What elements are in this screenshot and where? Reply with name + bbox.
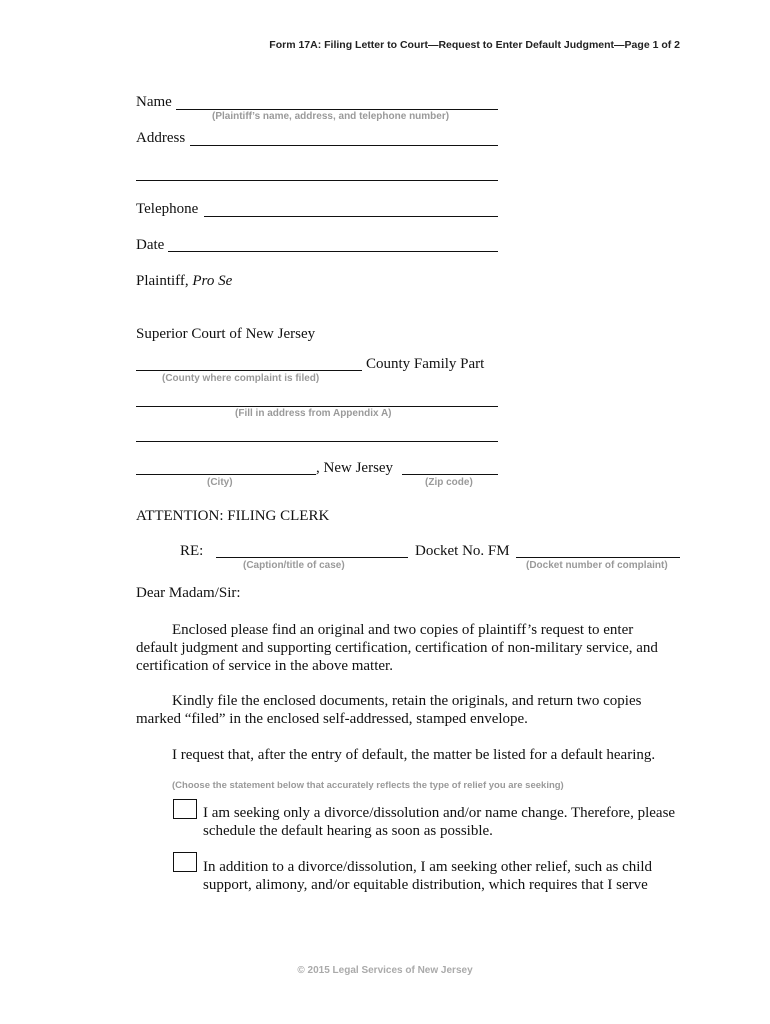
date-fill-line[interactable] bbox=[168, 251, 498, 252]
attention-line: ATTENTION: FILING CLERK bbox=[136, 508, 330, 524]
paragraph-1-text: Enclosed please find an original and two copies of plaintiff’s request to enter default judgment and supporting certification, certification of non-military service, and certification of service in the above matter. bbox=[136, 622, 658, 674]
docket-label: Docket No. FM bbox=[415, 543, 510, 559]
date-label: Date bbox=[136, 237, 165, 253]
city-hint: (City) bbox=[207, 477, 233, 488]
name-hint: (Plaintiff’s name, address, and telephone number) bbox=[212, 111, 450, 122]
telephone-label: Telephone bbox=[136, 201, 199, 217]
option-1-text: I am seeking only a divorce/dissolution and/or name change. Therefore, please schedule the default hearing as soon as possible. bbox=[203, 805, 676, 839]
address-fill-line-2[interactable] bbox=[136, 180, 498, 181]
plaintiff-role-prefix: Plaintiff, bbox=[136, 273, 193, 289]
name-fill-line[interactable] bbox=[176, 109, 498, 110]
option-2-text: In addition to a divorce/dissolution, I am seeking other relief, such as child support, alimony, and/or equitable distribution, which requires that I serve bbox=[203, 859, 653, 893]
court-address-fill-line-1[interactable] bbox=[136, 406, 498, 407]
county-family-part-label: County Family Part bbox=[366, 356, 485, 372]
letter-paragraph-3 bbox=[136, 746, 676, 764]
letter-paragraph-1 bbox=[136, 621, 676, 675]
option-2-checkbox[interactable] bbox=[173, 852, 197, 872]
name-label: Name bbox=[136, 94, 172, 110]
county-hint: (County where complaint is filed) bbox=[162, 373, 320, 384]
form-header-title: Form 17A: Filing Letter to Court—Request to Enter Default Judgment—Page 1 of 2 bbox=[269, 39, 680, 51]
telephone-fill-line[interactable] bbox=[204, 216, 498, 217]
paragraph-3-text: I request that, after the entry of default, the matter be listed for a default hearing. bbox=[172, 747, 656, 763]
option-1-checkbox[interactable] bbox=[173, 799, 197, 819]
new-jersey-label: , New Jersey bbox=[316, 460, 394, 476]
zip-hint: (Zip code) bbox=[425, 477, 473, 488]
pro-se-italic: Pro Se bbox=[192, 273, 233, 289]
copyright-footer: © 2015 Legal Services of New Jersey bbox=[297, 965, 473, 976]
county-fill-line[interactable] bbox=[136, 370, 362, 371]
court-name: Superior Court of New Jersey bbox=[136, 326, 316, 342]
letter-paragraph-2 bbox=[136, 692, 676, 728]
salutation: Dear Madam/Sir: bbox=[136, 585, 241, 601]
court-address-fill-line-2[interactable] bbox=[136, 441, 498, 442]
address-fill-line-1[interactable] bbox=[190, 145, 498, 146]
re-label: RE: bbox=[180, 543, 204, 559]
plaintiff-pro-se bbox=[136, 273, 232, 290]
zip-fill-line[interactable] bbox=[402, 474, 498, 475]
paragraph-2-text: Kindly file the enclosed documents, retain the originals, and return two copies marked “filed” in the enclosed self-addressed, stamped envelope. bbox=[136, 693, 642, 727]
caption-fill-line[interactable] bbox=[216, 557, 408, 558]
address-label: Address bbox=[136, 130, 186, 146]
choose-hint: (Choose the statement below that accurately reflects the type of relief you are seeking) bbox=[172, 780, 564, 791]
court-address-hint: (Fill in address from Appendix A) bbox=[235, 408, 392, 419]
docket-fill-line[interactable] bbox=[516, 557, 680, 558]
caption-hint: (Caption/title of case) bbox=[243, 560, 345, 571]
docket-hint: (Docket number of complaint) bbox=[526, 560, 668, 571]
city-fill-line[interactable] bbox=[136, 474, 316, 475]
